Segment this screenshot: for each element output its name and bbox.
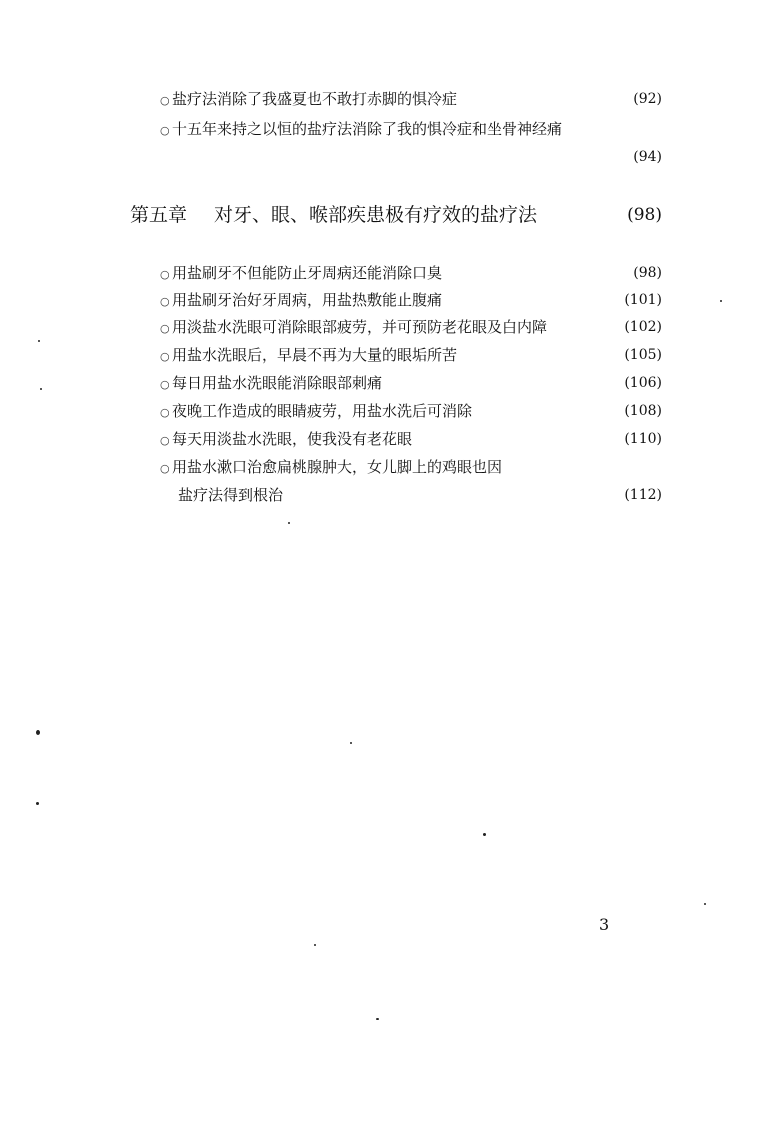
toc-entry-title bbox=[160, 86, 457, 114]
scan-speck bbox=[483, 833, 486, 836]
toc-entry-title bbox=[160, 314, 547, 342]
scan-speck bbox=[38, 340, 40, 342]
toc-entry-text: 夜晚工作造成的眼睛疲劳，用盐水洗后可消除 bbox=[172, 402, 473, 420]
toc-entry-title bbox=[160, 454, 502, 482]
toc-entry-text: 用盐刷牙不但能防止牙周病还能消除口臭 bbox=[172, 264, 443, 282]
toc-entry-title bbox=[160, 260, 442, 288]
toc-entry-text: 盐疗法消除了我盛夏也不敢打赤脚的惧冷症 bbox=[172, 90, 458, 108]
toc-entry-page: (98) bbox=[633, 265, 662, 281]
toc-entry-page: (92) bbox=[633, 91, 662, 107]
scan-speck bbox=[40, 388, 42, 390]
toc-entry-text: 用盐刷牙治好牙周病，用盐热敷能止腹痛 bbox=[172, 291, 443, 309]
circle-bullet-icon: ○ bbox=[160, 462, 170, 475]
toc-entry-page: (108) bbox=[624, 403, 662, 419]
circle-bullet-icon: ○ bbox=[160, 434, 170, 447]
toc-entry-text: 用盐水洗眼后，早晨不再为大量的眼垢所苦 bbox=[172, 346, 458, 364]
scan-speck bbox=[376, 1018, 379, 1020]
toc-entry-text: 每天用淡盐水洗眼，使我没有老花眼 bbox=[172, 430, 413, 448]
toc-entry-page: (106) bbox=[624, 375, 662, 391]
circle-bullet-icon: ○ bbox=[160, 268, 170, 281]
scan-speck bbox=[36, 730, 40, 735]
toc-entry-title bbox=[160, 342, 457, 370]
circle-bullet-icon: ○ bbox=[160, 322, 170, 335]
circle-bullet-icon: ○ bbox=[160, 295, 170, 308]
scan-speck bbox=[314, 944, 316, 946]
toc-entry-page: (110) bbox=[624, 431, 662, 447]
scan-speck bbox=[288, 522, 290, 524]
circle-bullet-icon: ○ bbox=[160, 406, 170, 419]
chapter-title: 对牙、眼、喉部疾患极有疗效的盐疗法 bbox=[214, 204, 538, 226]
toc-entry-page: (112) bbox=[624, 487, 662, 503]
circle-bullet-icon: ○ bbox=[160, 350, 170, 363]
circle-bullet-icon: ○ bbox=[160, 124, 170, 137]
toc-entry-title bbox=[160, 116, 562, 144]
toc-entry bbox=[160, 116, 662, 170]
scan-speck bbox=[350, 742, 352, 744]
chapter-number: 第五章 bbox=[130, 204, 188, 226]
toc-entry-title bbox=[160, 426, 412, 454]
circle-bullet-icon: ○ bbox=[160, 378, 170, 391]
circle-bullet-icon: ○ bbox=[160, 94, 170, 107]
toc-entry-title bbox=[160, 370, 382, 398]
toc-entry-text: 用淡盐水洗眼可消除眼部疲劳，并可预防老花眼及白内障 bbox=[172, 318, 548, 336]
scan-speck bbox=[36, 802, 39, 805]
toc-entry-page: (101) bbox=[624, 292, 662, 308]
toc-entry-title bbox=[160, 287, 442, 315]
toc-entry-page: (94) bbox=[633, 149, 662, 165]
toc-entry-page: (102) bbox=[624, 319, 662, 335]
toc-entry bbox=[160, 454, 662, 508]
toc-entry-text: 十五年来持之以恒的盐疗法消除了我的惧冷症和坐骨神经痛 bbox=[172, 120, 563, 138]
toc-entry-title-continuation: 盐疗法得到根治 bbox=[178, 486, 284, 504]
scan-speck bbox=[704, 903, 706, 905]
toc-entry-title bbox=[160, 398, 472, 426]
toc-entry-page: (105) bbox=[624, 347, 662, 363]
toc-entry-text: 每日用盐水洗眼能消除眼部刺痛 bbox=[172, 374, 383, 392]
chapter-page: (98) bbox=[627, 205, 662, 225]
toc-entry-text: 用盐水漱口治愈扁桃腺肿大，女儿脚上的鸡眼也因 bbox=[172, 458, 503, 476]
scan-speck bbox=[720, 300, 722, 302]
page-number: 3 bbox=[599, 915, 610, 934]
